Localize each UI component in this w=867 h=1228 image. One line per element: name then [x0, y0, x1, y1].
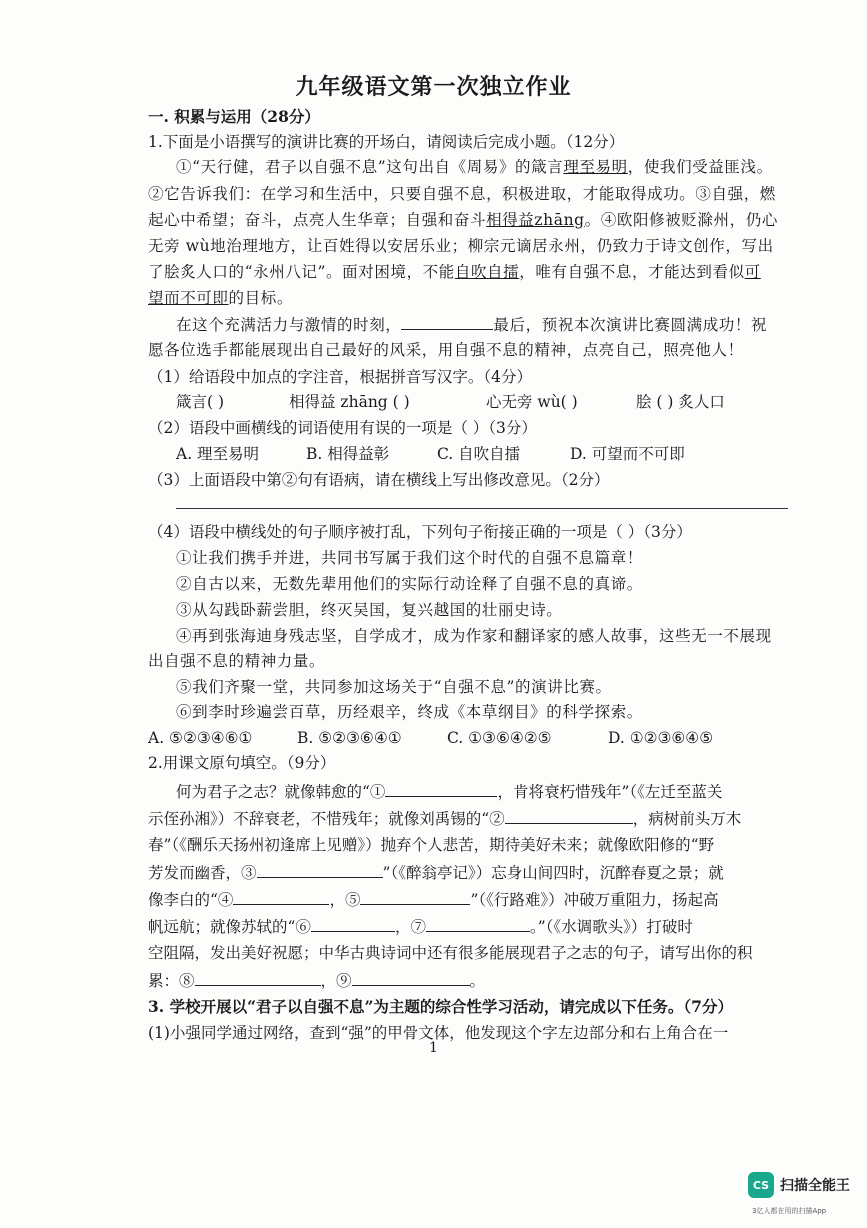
text-run: 。④欧阳修被贬滁州，仍心 [584, 211, 778, 229]
page-title: 九年级语文第一次独立作业 [295, 74, 572, 100]
sub-question-2: （2）语段中画横线的词语使用有误的一项是（ ）（3分） [148, 419, 537, 437]
q2-line [176, 781, 722, 802]
text-run: 帆远航；就像苏轼的“⑥ [148, 918, 311, 936]
text-run: 。”（《水调歌头》）打破时 [529, 918, 693, 936]
underlined-phrase: 理至易明 [563, 158, 628, 176]
sub-question-1: （1）给语段中加点的字注音，根据拼音写汉字。（4分） [148, 368, 532, 386]
answer-blank[interactable] [401, 314, 493, 330]
q2-stem: 2.用课文原句填空。（9分） [148, 754, 336, 772]
choice-option[interactable]: A. ⑤②③④⑥① [148, 729, 253, 747]
q2-line [148, 862, 724, 883]
text-run: 在这个充满活力与激情的时刻， [176, 316, 402, 334]
page-number: 1 [429, 1040, 438, 1056]
q1-para-line: 愿各位选手都能展现出自己最好的风采，用自强不息的精神，点亮自己，照亮他人！ [148, 341, 744, 359]
text-run: ，肯将衰朽惜残年”（《左迁至蓝关 [497, 783, 723, 801]
q1-para-line [176, 314, 767, 335]
text-run: 。 [469, 972, 486, 990]
text-run: ”（《醉翁亭记》）忘身山间四时，沉醉春夏之景；就 [382, 864, 724, 882]
text-run: ，⑤ [329, 891, 361, 909]
text-run: 示侄孙湘》）不辞衰老，不惜残年；就像刘禹锡的“② [148, 810, 505, 828]
text-run: ，病树前头万木 [632, 810, 742, 828]
q2-line [148, 808, 741, 829]
sub-question-3: （3）上面语段中第②句有语病，请在横线上写出修改意见。（2分） [148, 471, 610, 489]
text-run: 何为君子之志？就像韩愈的“① [176, 783, 386, 801]
text-run: ，⑦ [394, 918, 426, 936]
sentence-item: ①让我们携手并进，共同书写属于我们这个时代的自强不息篇章！ [176, 549, 643, 567]
answer-blank[interactable] [233, 889, 329, 905]
text-run: ，⑨ [320, 972, 352, 990]
pinyin-item: 心无旁 wù( ) [486, 393, 578, 411]
answer-blank[interactable] [385, 781, 497, 797]
scanner-tagline: 3亿人都在用的扫描App [752, 1207, 827, 1215]
text-run: ，使我们受益匪浅。 [627, 158, 773, 176]
text-run: ①“天行健，君子以自强不息”这句出自《周易》的箴言 [176, 158, 564, 176]
answer-blank[interactable] [360, 889, 470, 905]
answer-blank[interactable] [426, 916, 530, 932]
text-run: ，唯有自强不息，才能达到看似 [519, 263, 745, 281]
choice-option[interactable]: B. 相得益彰 [306, 445, 390, 463]
answer-blank[interactable] [195, 970, 321, 986]
q2-line [148, 916, 693, 937]
underlined-phrase: 望而不可即 [148, 289, 229, 307]
q1-para-line [176, 157, 773, 177]
underlined-phrase: 可 [744, 263, 761, 281]
text-run: ”（《行路难》）冲破万重阻力，扬起高 [470, 891, 719, 909]
text-run: 最后，预祝本次演讲比赛圆满成功！祝 [493, 316, 768, 334]
choice-option[interactable]: B. ⑤②③⑥④① [297, 729, 402, 747]
text-run: 芳发而幽香，③ [148, 864, 257, 882]
q1-para-line: 无旁 wù地治理地方，让百姓得以安居乐业；柳宗元谪居永州，仍致力于诗文创作，写出 [148, 237, 774, 255]
pinyin-item: 脍 ( ) 炙人口 [636, 393, 725, 411]
camscanner-logo-icon: CS [748, 1172, 774, 1198]
sentence-item: ⑤我们齐聚一堂，共同参加这场关于“自强不息”的演讲比赛。 [176, 678, 612, 696]
choice-option[interactable]: C. ①③⑥④②⑤ [447, 729, 552, 747]
answer-blank[interactable] [352, 970, 470, 986]
underlined-phrase: 自吹自擂 [454, 263, 520, 281]
choice-option[interactable]: D. ①②③⑥④⑤ [608, 729, 714, 747]
sub-question-4: （4）语段中横线处的句子顺序被打乱，下列句子衔接正确的一项是（ ）（3分） [148, 523, 692, 541]
answer-blank[interactable] [505, 808, 633, 824]
section-heading: 一. 积累与运用（28分） [148, 107, 320, 126]
scanner-app-name: 扫描全能王 [780, 1178, 850, 1194]
choice-option[interactable]: A. 理至易明 [176, 445, 260, 463]
sentence-item: ④再到张海迪身残志坚，自学成才，成为作家和翻译家的感人故事，这些无一不展现 [176, 627, 772, 645]
q2-line: 春”（《酬乐天扬州初逢席上见赠》）抛弃个人悲苦，期待美好未来；就像欧阳修的“野 [148, 836, 715, 854]
q3-line: (1)小强同学通过网络，查到“强”的甲骨文体，他发现这个字左边部分和右上角合在一 [148, 1024, 729, 1042]
q1-para-line [148, 262, 761, 282]
text-run: 累：⑧ [148, 972, 195, 990]
pinyin-item: 箴言( ) [176, 393, 225, 411]
text-run: 起心中希望；奋斗，点亮人生华章；自强和奋斗 [148, 211, 487, 229]
q2-line: 空阻隔，发出美好祝愿；中华古典诗词中还有很多能展现君子之志的句子，请写出你的积 [148, 944, 753, 962]
choice-option[interactable]: C. 自吹自擂 [437, 445, 521, 463]
q1-para-line [148, 210, 778, 230]
text-run: 像李白的“④ [148, 891, 234, 909]
answer-line[interactable] [176, 508, 788, 509]
sentence-item: ③从勾践卧薪尝胆，终灭吴国，复兴越国的壮丽史诗。 [176, 601, 563, 619]
q1-para-line: ②它告诉我们：在学习和生活中，只要自强不息，积极进取，才能取得成功。③自强，燃 [148, 185, 776, 203]
q1-para-line [148, 288, 293, 308]
sentence-item: 出自强不息的精神力量。 [148, 652, 326, 670]
q2-line [148, 889, 719, 910]
scanner-watermark [748, 1172, 850, 1198]
underlined-phrase: 相得益zhāng [486, 211, 585, 229]
q1-stem: 1.下面是小语撰写的演讲比赛的开场白，请阅读后完成小题。（12分） [148, 133, 625, 151]
sentence-item: ⑥到李时珍遍尝百草，历经艰辛，终成《本草纲目》的科学探索。 [176, 703, 643, 721]
text-run: 了脍炙人口的“永州八记”。面对困境，不能 [148, 263, 455, 281]
sentence-item: ②自古以来，无数先辈用他们的实际行动诠释了自强不息的真谛。 [176, 575, 643, 593]
q2-line [148, 970, 485, 991]
text-run: 的目标。 [228, 289, 293, 307]
answer-blank[interactable] [311, 916, 395, 932]
answer-blank[interactable] [257, 862, 383, 878]
choice-option[interactable]: D. 可望而不可即 [570, 445, 685, 463]
q3-stem: 3. 学校开展以“君子以自强不息”为主题的综合性学习活动，请完成以下任务。（7分） [148, 997, 733, 1016]
pinyin-item: 相得益 zhāng ( ) [289, 393, 410, 411]
